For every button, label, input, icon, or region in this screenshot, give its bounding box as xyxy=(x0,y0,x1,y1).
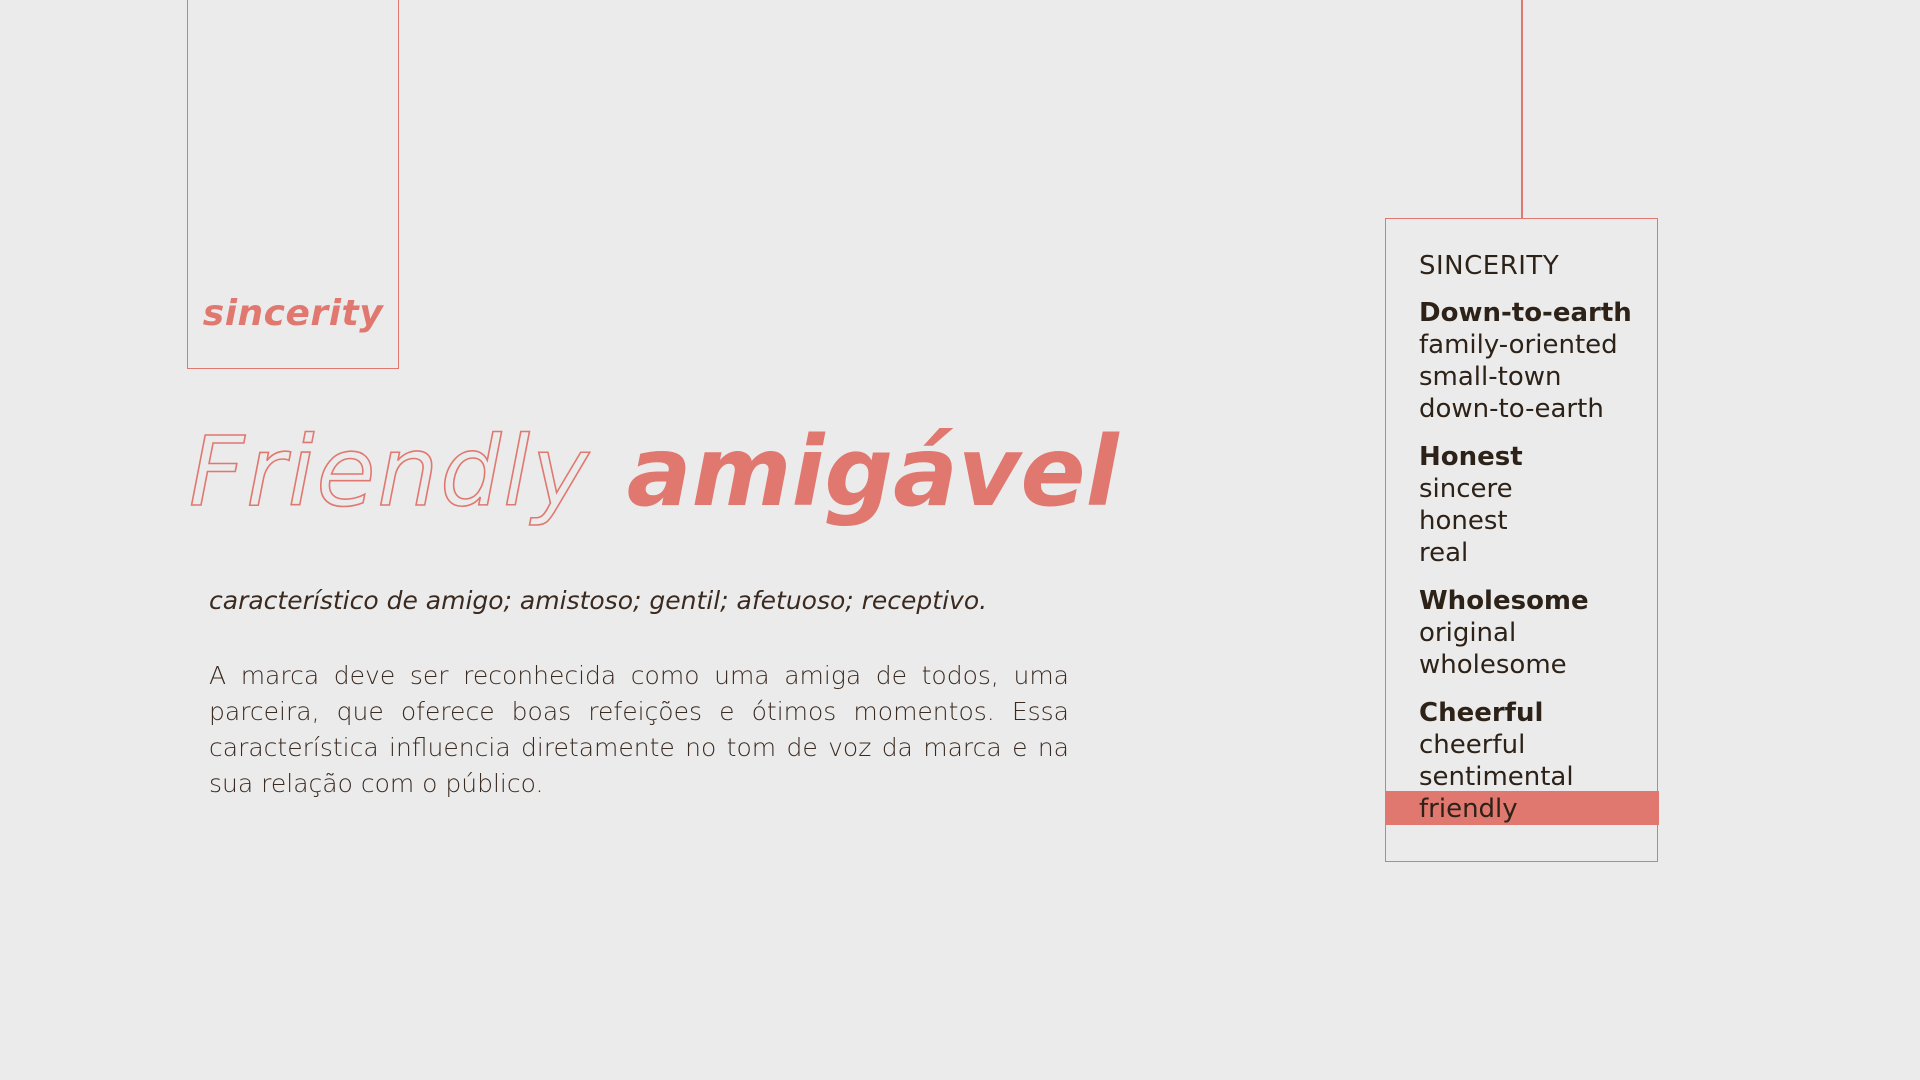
group-heading: Honest xyxy=(1419,442,1523,472)
headline-portuguese: amigável xyxy=(626,416,1119,528)
group-item: wholesome xyxy=(1419,650,1567,680)
group-item: honest xyxy=(1419,506,1508,536)
group-item: small-town xyxy=(1419,362,1562,392)
group-item: real xyxy=(1419,538,1469,568)
tag-box xyxy=(187,0,399,369)
panel-group xyxy=(1419,441,1647,569)
tag-label: sincerity xyxy=(202,293,384,334)
connector-line xyxy=(1521,0,1523,218)
panel-group xyxy=(1419,585,1647,681)
panel-title: SINCERITY xyxy=(1419,251,1560,281)
definition-text: característico de amigo; amistoso; gentil; afetuoso; receptivo. xyxy=(209,586,988,615)
group-item: sincere xyxy=(1419,474,1513,504)
panel-group xyxy=(1419,697,1647,825)
group-heading: Cheerful xyxy=(1419,698,1544,728)
group-item: cheerful xyxy=(1419,730,1526,760)
panel-group xyxy=(1419,297,1647,425)
headline-english: Friendly xyxy=(189,416,591,528)
sincerity-panel xyxy=(1385,218,1658,862)
group-heading: Down-to-earth xyxy=(1419,298,1632,328)
group-item: original xyxy=(1419,618,1517,648)
group-item: family-oriented xyxy=(1419,330,1618,360)
group-item: down-to-earth xyxy=(1419,394,1604,424)
headline xyxy=(189,416,1119,528)
description-paragraph: A marca deve ser reconhecida como uma amiga de todos, uma parceira, que oferece boas refeições e ótimos momentos. Essa característica influencia diretamente no tom de voz da marca e na sua relação com o público. xyxy=(209,661,1069,798)
group-heading: Wholesome xyxy=(1419,586,1589,616)
group-item: sentimental xyxy=(1419,762,1574,792)
highlighted-item: friendly xyxy=(1419,793,1647,825)
